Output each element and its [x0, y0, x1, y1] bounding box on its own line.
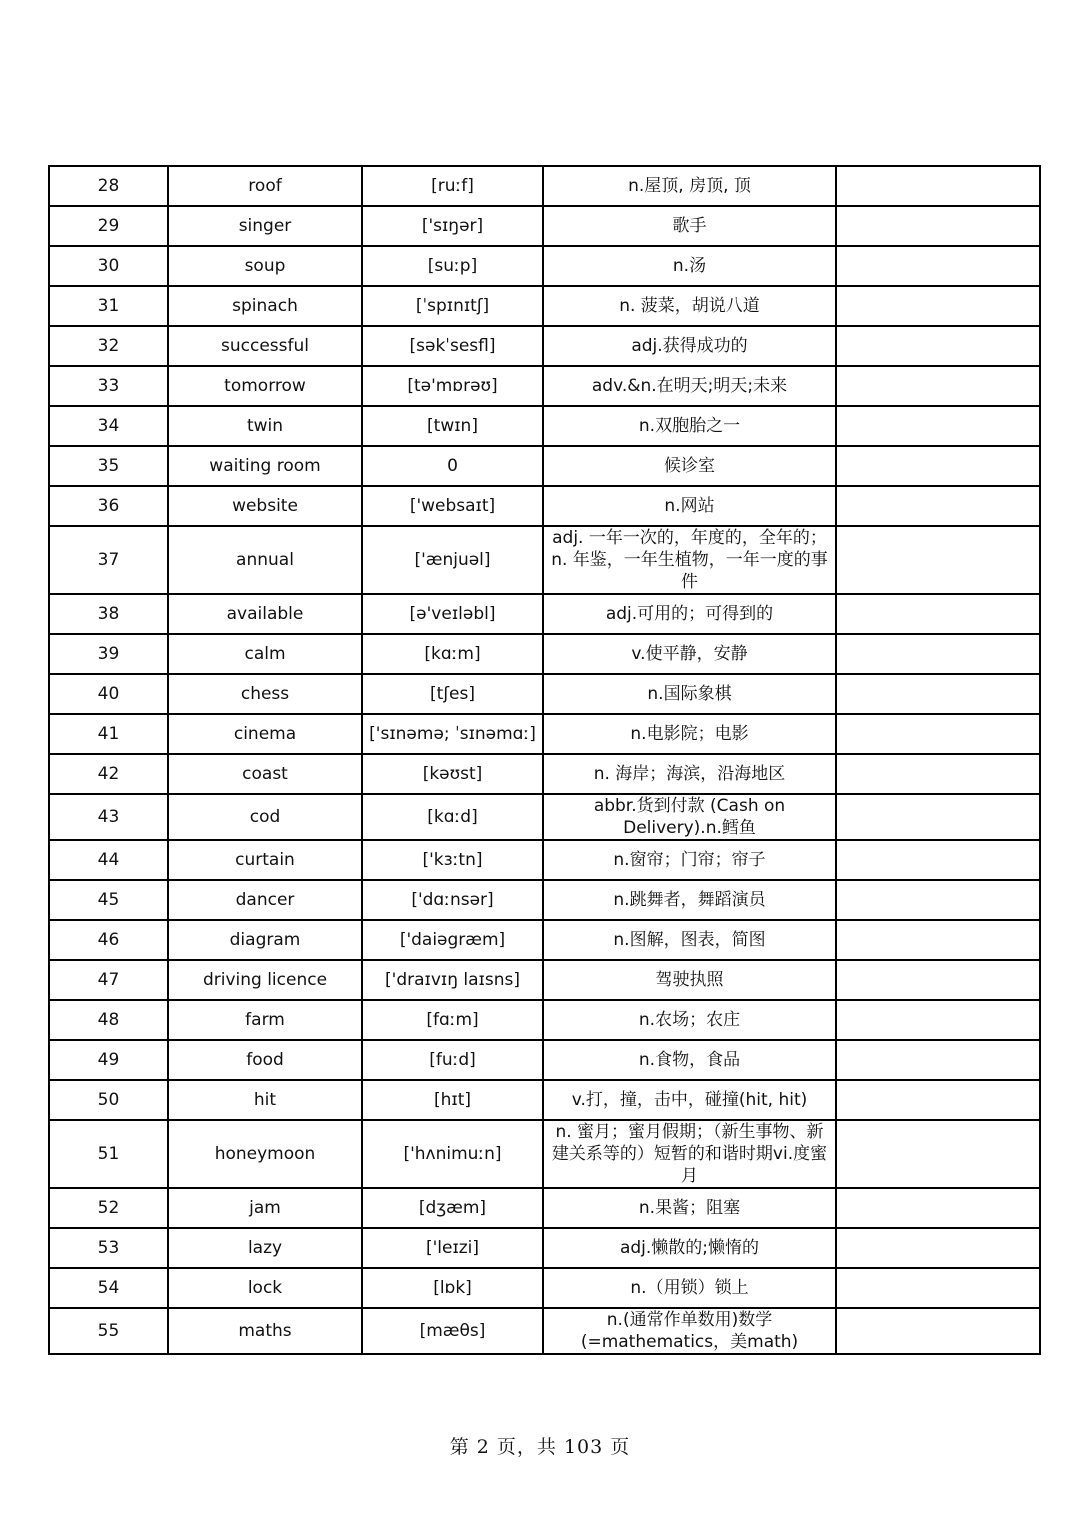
- row-number-cell: 39: [49, 634, 168, 674]
- meaning-cell: n.屋顶, 房顶, 顶: [543, 166, 836, 206]
- table-row: [49, 526, 1040, 594]
- word-cell: singer: [168, 206, 362, 246]
- meaning-cell: 驾驶执照: [543, 960, 836, 1000]
- table-row: [49, 366, 1040, 406]
- meaning-cell: n. 海岸；海滨，沿海地区: [543, 754, 836, 794]
- phonetic-cell: [ə'veɪləbl]: [362, 594, 543, 634]
- phonetic-cell: [suːp]: [362, 246, 543, 286]
- word-cell: driving licence: [168, 960, 362, 1000]
- note-cell: [836, 1040, 1040, 1080]
- word-cell: maths: [168, 1308, 362, 1354]
- meaning-cell: n.双胞胎之一: [543, 406, 836, 446]
- row-number-cell: 51: [49, 1120, 168, 1188]
- word-cell: cinema: [168, 714, 362, 754]
- phonetic-cell: ['websaɪt]: [362, 486, 543, 526]
- meaning-cell: adv.&n.在明天;明天;未来: [543, 366, 836, 406]
- word-cell: farm: [168, 1000, 362, 1040]
- word-cell: food: [168, 1040, 362, 1080]
- row-number-cell: 31: [49, 286, 168, 326]
- row-number-cell: 48: [49, 1000, 168, 1040]
- phonetic-cell: [kɑːd]: [362, 794, 543, 840]
- meaning-cell: n.汤: [543, 246, 836, 286]
- phonetic-cell: ['dɑːnsər]: [362, 880, 543, 920]
- row-number-cell: 33: [49, 366, 168, 406]
- row-number-cell: 41: [49, 714, 168, 754]
- meaning-cell: abbr.货到付款 (Cash on Delivery).n.鳕鱼: [543, 794, 836, 840]
- row-number-cell: 40: [49, 674, 168, 714]
- meaning-cell: adj.懒散的;懒惰的: [543, 1228, 836, 1268]
- table-row: [49, 486, 1040, 526]
- row-number-cell: 43: [49, 794, 168, 840]
- meaning-cell: v.使平静，安静: [543, 634, 836, 674]
- note-cell: [836, 880, 1040, 920]
- row-number-cell: 37: [49, 526, 168, 594]
- note-cell: [836, 634, 1040, 674]
- word-cell: waiting room: [168, 446, 362, 486]
- row-number-cell: 34: [49, 406, 168, 446]
- word-cell: jam: [168, 1188, 362, 1228]
- table-row: [49, 674, 1040, 714]
- meaning-cell: n.食物，食品: [543, 1040, 836, 1080]
- row-number-cell: 55: [49, 1308, 168, 1354]
- word-cell: available: [168, 594, 362, 634]
- word-cell: hit: [168, 1080, 362, 1120]
- phonetic-cell: [ˈspɪnɪtʃ]: [362, 286, 543, 326]
- table-row: [49, 1120, 1040, 1188]
- note-cell: [836, 406, 1040, 446]
- vocabulary-table-body: [49, 166, 1040, 1354]
- note-cell: [836, 594, 1040, 634]
- word-cell: tomorrow: [168, 366, 362, 406]
- phonetic-cell: ['draɪvɪŋ laɪsns]: [362, 960, 543, 1000]
- table-row: [49, 1040, 1040, 1080]
- note-cell: [836, 446, 1040, 486]
- note-cell: [836, 526, 1040, 594]
- table-row: [49, 594, 1040, 634]
- word-cell: twin: [168, 406, 362, 446]
- word-cell: lock: [168, 1268, 362, 1308]
- table-row: [49, 1188, 1040, 1228]
- row-number-cell: 42: [49, 754, 168, 794]
- word-cell: diagram: [168, 920, 362, 960]
- meaning-cell: adj. 一年一次的，年度的，全年的； n. 年鉴，一年生植物，一年一度的事件: [543, 526, 836, 594]
- table-row: [49, 1268, 1040, 1308]
- table-row: [49, 406, 1040, 446]
- phonetic-cell: [fɑːm]: [362, 1000, 543, 1040]
- phonetic-cell: ['kɜːtn]: [362, 840, 543, 880]
- note-cell: [836, 166, 1040, 206]
- row-number-cell: 50: [49, 1080, 168, 1120]
- note-cell: [836, 286, 1040, 326]
- table-row: [49, 634, 1040, 674]
- note-cell: [836, 960, 1040, 1000]
- note-cell: [836, 1228, 1040, 1268]
- meaning-cell: n.窗帘；门帘；帘子: [543, 840, 836, 880]
- note-cell: [836, 1188, 1040, 1228]
- row-number-cell: 54: [49, 1268, 168, 1308]
- row-number-cell: 52: [49, 1188, 168, 1228]
- phonetic-cell: [lɒk]: [362, 1268, 543, 1308]
- table-row: [49, 840, 1040, 880]
- table-row: [49, 960, 1040, 1000]
- row-number-cell: 45: [49, 880, 168, 920]
- note-cell: [836, 920, 1040, 960]
- note-cell: [836, 674, 1040, 714]
- note-cell: [836, 246, 1040, 286]
- table-row: [49, 880, 1040, 920]
- meaning-cell: adj.获得成功的: [543, 326, 836, 366]
- meaning-cell: 候诊室: [543, 446, 836, 486]
- table-row: [49, 1080, 1040, 1120]
- note-cell: [836, 794, 1040, 840]
- meaning-cell: v.打，撞，击中，碰撞(hit, hit): [543, 1080, 836, 1120]
- phonetic-cell: [tə'mɒrəʊ]: [362, 366, 543, 406]
- row-number-cell: 36: [49, 486, 168, 526]
- meaning-cell: n.图解，图表，简图: [543, 920, 836, 960]
- meaning-cell: 歌手: [543, 206, 836, 246]
- word-cell: coast: [168, 754, 362, 794]
- note-cell: [836, 206, 1040, 246]
- phonetic-cell: ['daiəgræm]: [362, 920, 543, 960]
- row-number-cell: 53: [49, 1228, 168, 1268]
- phonetic-cell: ['hʌnimuːn]: [362, 1120, 543, 1188]
- note-cell: [836, 840, 1040, 880]
- table-row: [49, 166, 1040, 206]
- row-number-cell: 47: [49, 960, 168, 1000]
- table-row: [49, 286, 1040, 326]
- meaning-cell: n.电影院；电影: [543, 714, 836, 754]
- meaning-cell: n. 菠菜，胡说八道: [543, 286, 836, 326]
- phonetic-cell: [kəʊst]: [362, 754, 543, 794]
- phonetic-cell: ['leɪzi]: [362, 1228, 543, 1268]
- word-cell: curtain: [168, 840, 362, 880]
- word-cell: calm: [168, 634, 362, 674]
- table-row: [49, 714, 1040, 754]
- note-cell: [836, 1080, 1040, 1120]
- phonetic-cell: [tʃes]: [362, 674, 543, 714]
- word-cell: cod: [168, 794, 362, 840]
- word-cell: spinach: [168, 286, 362, 326]
- phonetic-cell: [dʒæm]: [362, 1188, 543, 1228]
- note-cell: [836, 1120, 1040, 1188]
- note-cell: [836, 1308, 1040, 1354]
- word-cell: chess: [168, 674, 362, 714]
- row-number-cell: 29: [49, 206, 168, 246]
- note-cell: [836, 326, 1040, 366]
- note-cell: [836, 366, 1040, 406]
- word-cell: successful: [168, 326, 362, 366]
- note-cell: [836, 1268, 1040, 1308]
- table-row: [49, 246, 1040, 286]
- page-footer: 第 2 页，共 103 页: [449, 1436, 631, 1458]
- vocabulary-table: [48, 165, 1041, 1355]
- phonetic-cell: ['ænjuəl]: [362, 526, 543, 594]
- table-row: [49, 446, 1040, 486]
- phonetic-cell: [ruːf]: [362, 166, 543, 206]
- row-number-cell: 28: [49, 166, 168, 206]
- table-row: [49, 754, 1040, 794]
- meaning-cell: n.国际象棋: [543, 674, 836, 714]
- row-number-cell: 46: [49, 920, 168, 960]
- word-cell: soup: [168, 246, 362, 286]
- row-number-cell: 32: [49, 326, 168, 366]
- meaning-cell: n.(通常作单数用)数学 (=mathematics，美math): [543, 1308, 836, 1354]
- meaning-cell: n.跳舞者，舞蹈演员: [543, 880, 836, 920]
- note-cell: [836, 754, 1040, 794]
- table-row: [49, 206, 1040, 246]
- table-row: [49, 1308, 1040, 1354]
- table-row: [49, 920, 1040, 960]
- word-cell: website: [168, 486, 362, 526]
- table-row: [49, 326, 1040, 366]
- meaning-cell: adj.可用的；可得到的: [543, 594, 836, 634]
- word-cell: annual: [168, 526, 362, 594]
- meaning-cell: n.农场；农庄: [543, 1000, 836, 1040]
- word-cell: dancer: [168, 880, 362, 920]
- row-number-cell: 35: [49, 446, 168, 486]
- row-number-cell: 49: [49, 1040, 168, 1080]
- word-cell: lazy: [168, 1228, 362, 1268]
- phonetic-cell: ['sɪnəmə; ˈsɪnəmɑː]: [362, 714, 543, 754]
- table-row: [49, 1228, 1040, 1268]
- note-cell: [836, 714, 1040, 754]
- phonetic-cell: [twɪn]: [362, 406, 543, 446]
- phonetic-cell: [fuːd]: [362, 1040, 543, 1080]
- meaning-cell: n. 蜜月；蜜月假期；（新生事物、新建关系等的）短暂的和谐时期vi.度蜜月: [543, 1120, 836, 1188]
- phonetic-cell: 0: [362, 446, 543, 486]
- row-number-cell: 38: [49, 594, 168, 634]
- table-row: [49, 794, 1040, 840]
- phonetic-cell: [səkˈsesfl]: [362, 326, 543, 366]
- row-number-cell: 44: [49, 840, 168, 880]
- word-cell: roof: [168, 166, 362, 206]
- meaning-cell: n.（用锁）锁上: [543, 1268, 836, 1308]
- meaning-cell: n.果酱；阻塞: [543, 1188, 836, 1228]
- phonetic-cell: ['sɪŋər]: [362, 206, 543, 246]
- row-number-cell: 30: [49, 246, 168, 286]
- note-cell: [836, 486, 1040, 526]
- word-cell: honeymoon: [168, 1120, 362, 1188]
- phonetic-cell: [hɪt]: [362, 1080, 543, 1120]
- meaning-cell: n.网站: [543, 486, 836, 526]
- phonetic-cell: [kɑːm]: [362, 634, 543, 674]
- phonetic-cell: [mæθs]: [362, 1308, 543, 1354]
- table-row: [49, 1000, 1040, 1040]
- note-cell: [836, 1000, 1040, 1040]
